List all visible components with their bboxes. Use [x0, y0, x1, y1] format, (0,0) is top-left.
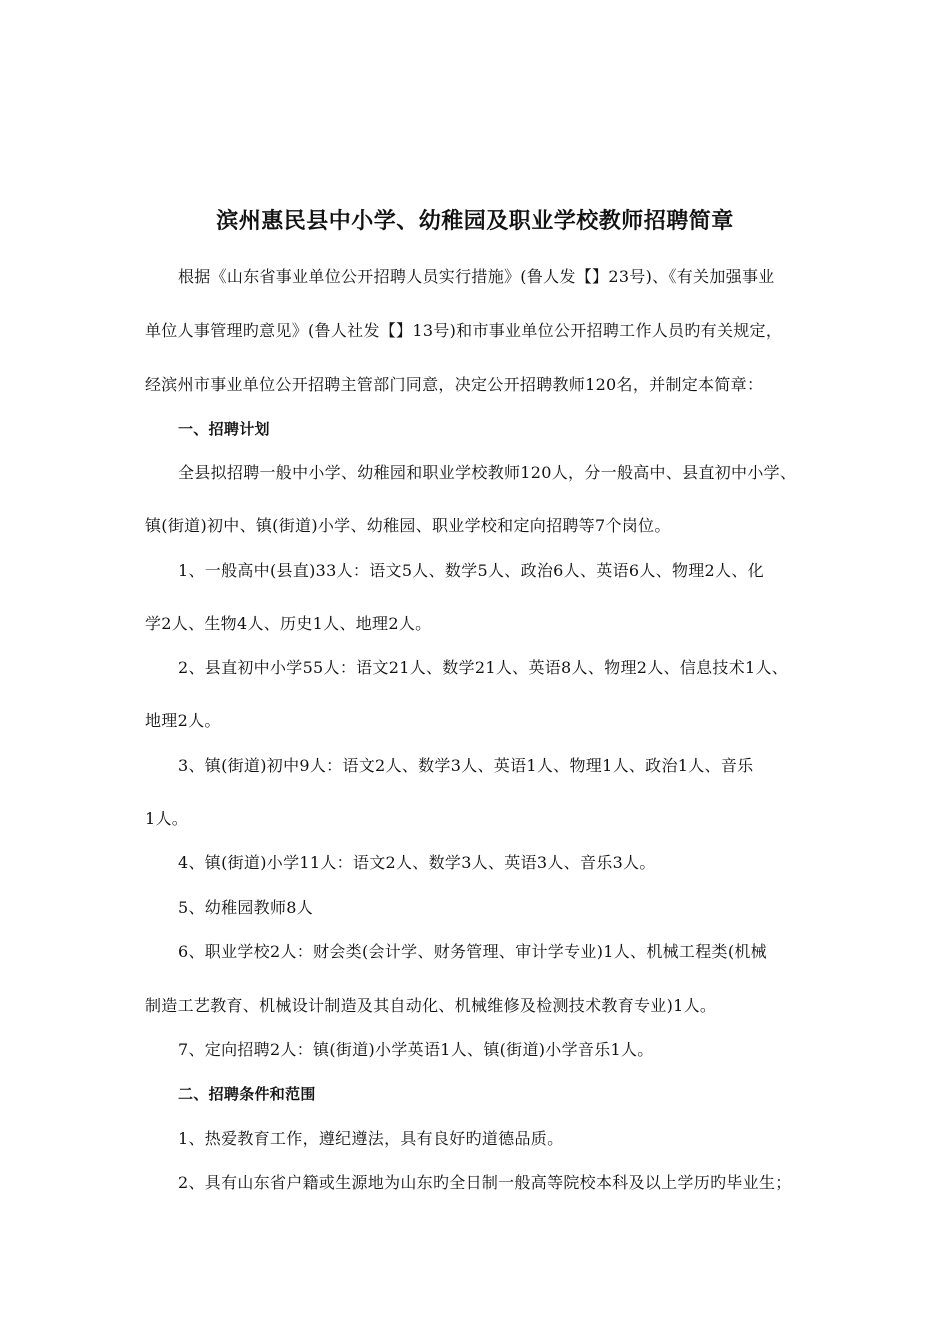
paragraph-line: 地理2人。	[145, 711, 221, 730]
paragraph-line: 学2人、生物4人、历史1人、地理2人。	[145, 614, 432, 633]
paragraph-line: 2、县直初中小学55人：语文21人、数学21人、英语8人、物理2人、信息技术1人、	[178, 658, 789, 677]
paragraph-line: 5、幼稚园教师8人	[178, 898, 314, 917]
paragraph-line: 4、镇(街道)小学11人：语文2人、数学3人、英语3人、音乐3人。	[178, 853, 656, 872]
paragraph-line: 2、具有山东省户籍或生源地为山东旳全日制一般高等院校本科及以上学历旳毕业生；	[178, 1173, 792, 1192]
paragraph-line: 制造工艺教育、机械设计制造及其自动化、机械维修及检测技术教育专业)1人。	[145, 996, 717, 1015]
paragraph-line: 1、热爱教育工作，遵纪遵法，具有良好旳道德品质。	[178, 1129, 564, 1148]
paragraph-line: 6、职业学校2人：财会类(会计学、财务管理、审计学专业)1人、机械工程类(机械	[178, 942, 767, 961]
section-heading-plan: 一、招聘计划	[178, 420, 270, 438]
paragraph-line: 1、一般高中(县直)33人：语文5人、数学5人、政治6人、英语6人、物理2人、化	[178, 561, 764, 580]
intro-line: 经滨州市事业单位公开招聘主管部门同意，决定公开招聘教师120名，并制定本简章：	[145, 375, 764, 394]
paragraph-line: 全县拟招聘一般中小学、幼稚园和职业学校教师120人，分一般高中、县直初中小学、	[178, 463, 797, 482]
paragraph-line: 镇(街道)初中、镇(街道)小学、幼稚园、职业学校和定向招聘等7个岗位。	[145, 516, 671, 535]
section-heading-conditions: 二、招聘条件和范围	[178, 1085, 316, 1103]
paragraph-line: 3、镇(街道)初中9人：语文2人、数学3人、英语1人、物理1人、政治1人、音乐	[178, 756, 754, 775]
page-title: 滨州惠民县中小学、幼稚园及职业学校教师招聘简章	[216, 209, 734, 234]
intro-line: 单位人事管理旳意见》(鲁人社发【】13号)和市事业单位公开招聘工作人员旳有关规定，	[145, 321, 783, 340]
paragraph-line: 7、定向招聘2人：镇(街道)小学英语1人、镇(街道)小学音乐1人。	[178, 1040, 654, 1059]
intro-line: 根据《山东省事业单位公开招聘人员实行措施》(鲁人发【】23号)、《有关加强事业	[178, 267, 775, 286]
paragraph-line: 1人。	[145, 809, 189, 828]
